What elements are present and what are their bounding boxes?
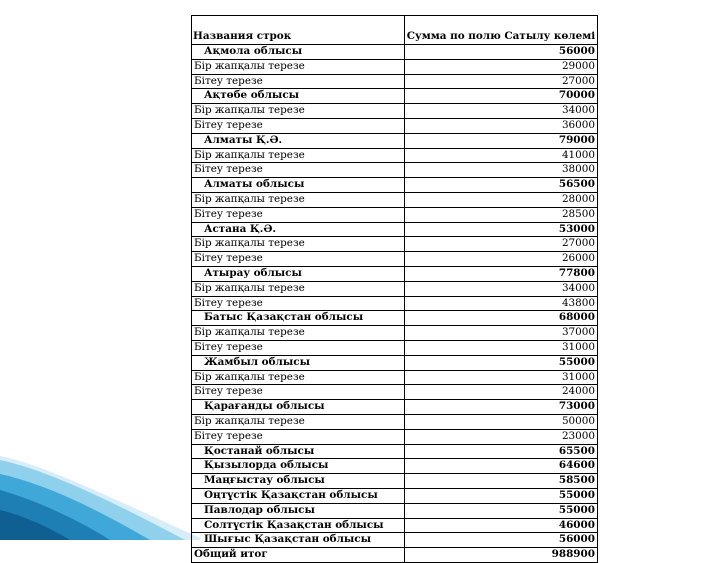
window-type-label: Бітеу терезе — [192, 252, 405, 267]
sales-value: 56500 — [405, 178, 598, 193]
window-type-label: Бітеу терезе — [192, 429, 405, 444]
subitem-row[interactable] — [192, 118, 598, 133]
sales-value: 55000 — [405, 355, 598, 370]
subitem-row[interactable] — [192, 207, 598, 222]
sales-value: 34000 — [405, 104, 598, 119]
sales-value: 58500 — [405, 474, 598, 489]
subitem-row[interactable] — [192, 281, 598, 296]
window-type-label: Бітеу терезе — [192, 340, 405, 355]
window-type-label: Бір жапқалы терезе — [192, 326, 405, 341]
sales-value: 55000 — [405, 488, 598, 503]
region-label: Астана Қ.Ә. — [192, 222, 405, 237]
region-row[interactable] — [192, 222, 598, 237]
sales-value: 23000 — [405, 429, 598, 444]
sales-value: 28500 — [405, 207, 598, 222]
region-label: Маңғыстау облысы — [192, 474, 405, 489]
sales-value: 46000 — [405, 518, 598, 533]
region-row[interactable] — [192, 444, 598, 459]
region-label: Атырау облысы — [192, 266, 405, 281]
sales-value: 65500 — [405, 444, 598, 459]
subitem-row[interactable] — [192, 370, 598, 385]
sales-value: 79000 — [405, 133, 598, 148]
sales-value: 50000 — [405, 414, 598, 429]
region-row[interactable] — [192, 133, 598, 148]
sales-value: 27000 — [405, 237, 598, 252]
header-row — [192, 16, 598, 45]
sales-value: 27000 — [405, 74, 598, 89]
sales-value: 38000 — [405, 163, 598, 178]
region-row[interactable] — [192, 459, 598, 474]
window-type-label: Бітеу терезе — [192, 207, 405, 222]
sales-value: 55000 — [405, 503, 598, 518]
window-type-label: Бір жапқалы терезе — [192, 237, 405, 252]
sales-value: 31000 — [405, 370, 598, 385]
subitem-row[interactable] — [192, 296, 598, 311]
region-row[interactable] — [192, 266, 598, 281]
sum-field-header[interactable]: Сумма по полю Сатылу көлемі — [405, 16, 598, 45]
window-type-label: Бір жапқалы терезе — [192, 414, 405, 429]
subitem-row[interactable] — [192, 326, 598, 341]
region-row[interactable] — [192, 89, 598, 104]
subitem-row[interactable] — [192, 104, 598, 119]
sales-value: 41000 — [405, 148, 598, 163]
subitem-row[interactable] — [192, 237, 598, 252]
sales-value: 36000 — [405, 118, 598, 133]
sales-value: 28000 — [405, 192, 598, 207]
subitem-row[interactable] — [192, 414, 598, 429]
sales-value: 73000 — [405, 400, 598, 415]
region-label: Жамбыл облысы — [192, 355, 405, 370]
region-row[interactable] — [192, 178, 598, 193]
region-label: Оңтүстік Қазақстан облысы — [192, 488, 405, 503]
region-label: Батыс Қазақстан облысы — [192, 311, 405, 326]
grand-total-row — [192, 548, 598, 563]
region-row[interactable] — [192, 45, 598, 60]
region-row[interactable] — [192, 474, 598, 489]
region-row[interactable] — [192, 503, 598, 518]
sales-value: 24000 — [405, 385, 598, 400]
sales-value: 37000 — [405, 326, 598, 341]
window-type-label: Бітеу терезе — [192, 74, 405, 89]
window-type-label: Бір жапқалы терезе — [192, 104, 405, 119]
region-row[interactable] — [192, 400, 598, 415]
region-label: Солтүстік Қазақстан облысы — [192, 518, 405, 533]
subitem-row[interactable] — [192, 340, 598, 355]
region-row[interactable] — [192, 533, 598, 548]
row-labels-header[interactable]: Названия строк — [192, 16, 405, 45]
sales-value: 53000 — [405, 222, 598, 237]
region-row[interactable] — [192, 311, 598, 326]
region-label: Қарағанды облысы — [192, 400, 405, 415]
region-label: Қостанай облысы — [192, 444, 405, 459]
subitem-row[interactable] — [192, 148, 598, 163]
sales-value: 77800 — [405, 266, 598, 281]
sales-value: 43800 — [405, 296, 598, 311]
sales-value: 26000 — [405, 252, 598, 267]
window-type-label: Бітеу терезе — [192, 296, 405, 311]
region-label: Шығыс Қазақстан облысы — [192, 533, 405, 548]
region-label: Алматы Қ.Ә. — [192, 133, 405, 148]
region-label: Қызылорда облысы — [192, 459, 405, 474]
subitem-row[interactable] — [192, 385, 598, 400]
window-type-label: Бір жапқалы терезе — [192, 281, 405, 296]
subitem-row[interactable] — [192, 163, 598, 178]
sales-value: 56000 — [405, 533, 598, 548]
window-type-label: Бір жапқалы терезе — [192, 192, 405, 207]
pivot-table — [191, 15, 598, 563]
window-type-label: Бітеу терезе — [192, 118, 405, 133]
subitem-row[interactable] — [192, 192, 598, 207]
region-label: Ақтөбе облысы — [192, 89, 405, 104]
subitem-row[interactable] — [192, 74, 598, 89]
sales-value: 68000 — [405, 311, 598, 326]
sales-value: 70000 — [405, 89, 598, 104]
region-label: Ақмола облысы — [192, 45, 405, 60]
region-row[interactable] — [192, 518, 598, 533]
subitem-row[interactable] — [192, 429, 598, 444]
region-row[interactable] — [192, 488, 598, 503]
sales-value: 64600 — [405, 459, 598, 474]
window-type-label: Бір жапқалы терезе — [192, 59, 405, 74]
sales-value: 56000 — [405, 45, 598, 60]
decorative-swoosh — [0, 440, 200, 540]
sales-value: 29000 — [405, 59, 598, 74]
window-type-label: Бір жапқалы терезе — [192, 148, 405, 163]
subitem-row[interactable] — [192, 252, 598, 267]
region-label: Павлодар облысы — [192, 503, 405, 518]
window-type-label: Бір жапқалы терезе — [192, 370, 405, 385]
region-row[interactable] — [192, 355, 598, 370]
grand-total-label: Общий итог — [192, 548, 405, 563]
sales-value: 34000 — [405, 281, 598, 296]
subitem-row[interactable] — [192, 59, 598, 74]
window-type-label: Бітеу терезе — [192, 385, 405, 400]
grand-total-value: 988900 — [405, 548, 598, 563]
window-type-label: Бітеу терезе — [192, 163, 405, 178]
region-label: Алматы облысы — [192, 178, 405, 193]
sales-value: 31000 — [405, 340, 598, 355]
